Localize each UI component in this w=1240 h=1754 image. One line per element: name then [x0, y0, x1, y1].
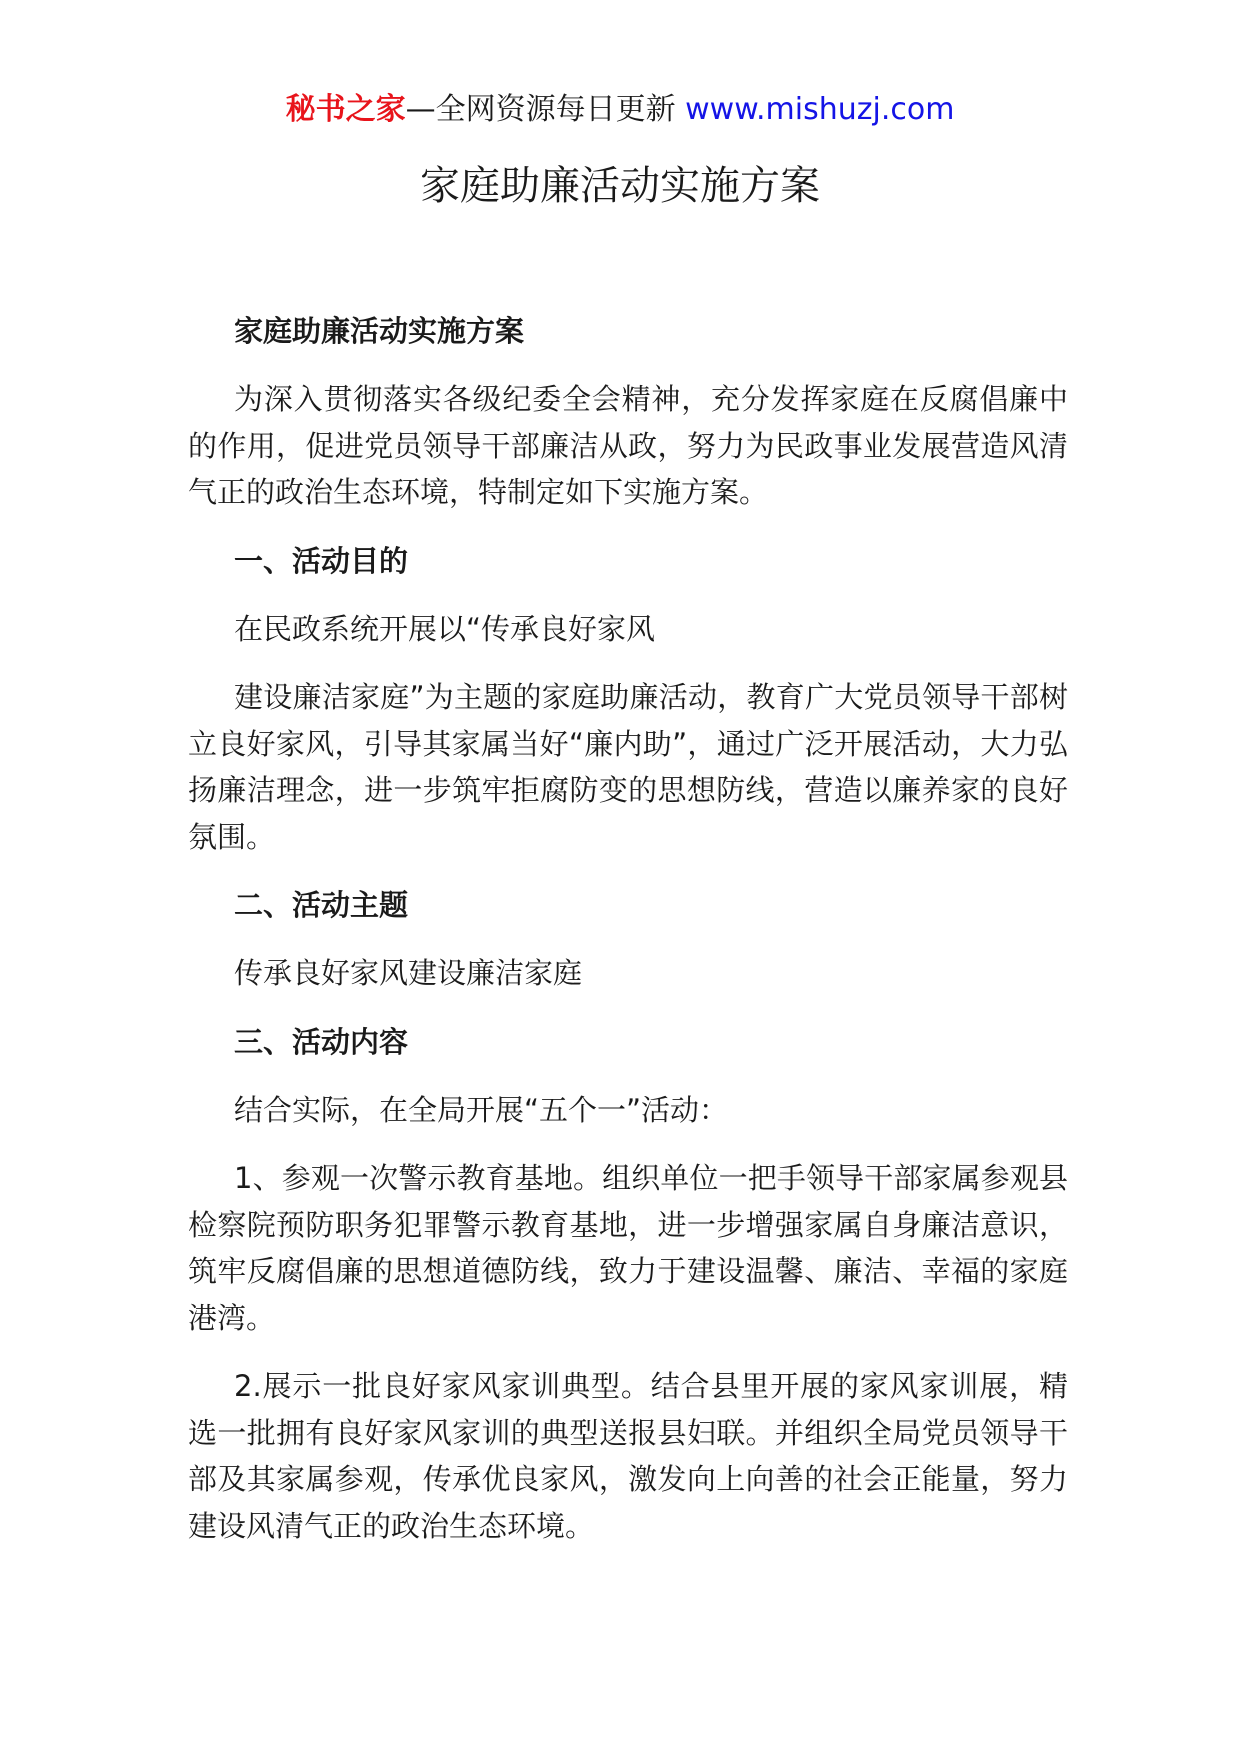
content-item-2: 2.展示一批良好家风家训典型。结合县里开展的家风家训展，精选一批拥有良好家风家训的典型送报县妇联。并组织全局党员领导干部及其家属参观，传承优良家风，激发向上向善的社会正能量，努力建设风清气正的政治生态环境。 — [188, 1369, 1068, 1543]
section-subtitle: 家庭助廉活动实施方案 — [234, 314, 525, 348]
heading-activity-purpose: 一、活动目的 — [234, 543, 409, 578]
heading-activity-theme: 二、活动主题 — [234, 888, 409, 922]
theme-paragraph: 传承良好家风建设廉洁家庭 — [234, 956, 583, 990]
intro-paragraph: 为深入贯彻落实各级纪委全会精神，充分发挥家庭在反腐倡廉中的作用，促进党员领导干部廉洁从政，努力为民政事业发展营造风清气正的政治生态环境，特制定如下实施方案。 — [188, 382, 1068, 509]
content-item-1: 1、参观一次警示教育基地。组织单位一把手领导干部家属参观县检察院预防职务犯罪警示教育基地，进一步增强家属自身廉洁意识，筑牢反腐倡廉的思想道德防线，致力于建设温馨、廉洁、幸福的家庭港湾。 — [188, 1161, 1068, 1335]
header-tagline: —全网资源每日更新 — [405, 92, 686, 127]
brand-name: 秘书之家 — [285, 92, 406, 127]
content-intro-paragraph: 结合实际，在全局开展“五个一”活动： — [234, 1092, 729, 1127]
document-title: 家庭助廉活动实施方案 — [420, 163, 820, 209]
purpose-paragraph-a: 在民政系统开展以“传承良好家风 — [234, 611, 656, 646]
site-url-link[interactable]: www.mishuzj.com — [685, 92, 955, 127]
heading-activity-content: 三、活动内容 — [234, 1024, 409, 1059]
site-header — [0, 88, 1240, 132]
purpose-paragraph-b: 建设廉洁家庭”为主题的家庭助廉活动，教育广大党员领导干部树立良好家风，引导其家属当好“廉内助”，通过广泛开展活动，大力弘扬廉洁理念，进一步筑牢拒腐防变的思想防线，营造以廉养家的良好氛围。 — [188, 680, 1068, 854]
document-body — [188, 308, 1068, 1571]
